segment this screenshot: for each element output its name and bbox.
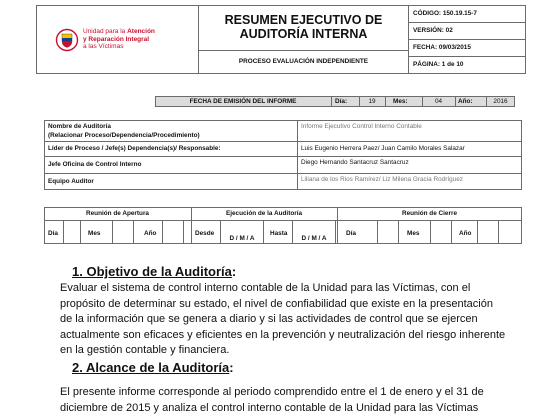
- apertura-dia-box: [63, 220, 81, 244]
- info-value-nombre: Informe Ejecutivo Control Interno Contable: [301, 123, 422, 130]
- info-label-equipo: Equipo Auditor: [48, 178, 94, 185]
- section1-body: [60, 281, 506, 359]
- apertura-mes-label: Mes: [88, 230, 101, 237]
- section1-line: propósito de determinar su estado, el nivel de confiabilidad que existe en la presentación: [60, 297, 493, 310]
- process-label: PROCESO EVALUACIÓN INDEPENDIENTE: [238, 58, 369, 65]
- emission-dia-value: 19: [368, 98, 376, 105]
- info-label-lider: Líder de Proceso / Jefe(s) Dependencia(s)/ Responsable:: [48, 145, 221, 152]
- header-divider: [408, 39, 526, 40]
- emission-divider: [331, 96, 332, 107]
- section2-body: [60, 385, 500, 416]
- section2-heading-text: 2. Alcance de la Auditoría: [72, 360, 230, 375]
- fecha-label: FECHA: 09/03/2015: [413, 44, 471, 51]
- apertura-anio-label: Año: [144, 230, 157, 237]
- info-label-line: Nombre de Auditoría: [48, 123, 111, 130]
- info-value-equipo: Liliana de los Rios Ramírez/ Liz Milena Gracia Rodríguez: [301, 176, 463, 183]
- info-row-divider: [44, 156, 522, 157]
- emission-anio-value: 2016: [493, 98, 508, 105]
- apertura-dia-label: Día: [48, 230, 58, 237]
- info-value-lider: Luis Eugenio Herrera Paez/ Juan Camilo Morales Salazar: [301, 145, 465, 152]
- pagina-label: PÁGINA: 1 de 10: [413, 61, 464, 68]
- ejecucion-header: Ejecución de la Auditoría: [225, 210, 303, 217]
- section1-line: actualmente son eficaces y eficientes en la prevención y neutralización del riesgo inherente: [60, 328, 506, 341]
- logo-line1-red: Atención: [127, 28, 155, 35]
- header-divider: [198, 50, 408, 51]
- cierre-dia-box: [377, 220, 399, 244]
- emission-anio-label: Año:: [458, 98, 473, 105]
- hasta-label: Hasta: [270, 230, 288, 237]
- emission-divider: [385, 96, 386, 107]
- section2-heading-suffix: :: [229, 360, 234, 375]
- info-col-divider: [297, 120, 298, 190]
- cierre-header: Reunión de Cierre: [401, 210, 458, 217]
- emission-divider: [455, 96, 456, 107]
- logo-line1-plain: Unidad para la: [83, 28, 128, 35]
- section1-heading: [72, 264, 236, 279]
- info-label-line: (Relacionar Proceso/Dependencia/Procedimiento): [48, 131, 200, 139]
- section2-line: diciembre de 2015 y analiza el control interno contable de la Unidad para las Víctimas: [60, 401, 479, 414]
- title-line2: AUDITORÍA INTERNA: [239, 27, 368, 41]
- logo-line3: a las Víctimas: [83, 43, 124, 50]
- section1-line: de la información que se genera a diario y si las actividades de control que se ejercen: [60, 313, 478, 326]
- apertura-header: Reunión de Apertura: [86, 210, 149, 217]
- emission-mes-label: Mes:: [393, 98, 408, 105]
- section1-heading-text: 1. Objetivo de la Auditoría: [72, 264, 232, 279]
- cierre-mes-label: Mes: [407, 230, 420, 237]
- colombia-seal-logo: [55, 28, 79, 52]
- emission-mes-value: 04: [434, 98, 443, 105]
- section2-line: El presente informe corresponde al periodo comprendido entre el 1 de enero y el 31 de: [60, 386, 484, 398]
- logo-text: [83, 28, 155, 51]
- logo-line2: y Reparación Integral: [83, 35, 150, 43]
- apertura-mes-box: [112, 220, 134, 244]
- section1-line: Evaluar el sistema de control interno contable de la Unidad para las Víctimas, con el: [60, 282, 471, 294]
- section1-heading-suffix: :: [231, 264, 237, 279]
- emission-label: FECHA DE EMISIÓN DEL INFORME: [189, 98, 297, 105]
- section2-heading: [72, 360, 234, 375]
- cierre-anio-label: Año: [459, 230, 472, 237]
- header-divider: [408, 56, 526, 57]
- codigo-label: CÓDIGO: 150.19.15-7: [413, 10, 477, 17]
- desde-dma-label: D / M / A: [229, 235, 255, 242]
- info-label-nombre: [48, 123, 200, 140]
- info-label-jefe: Jefe Oficina de Control Interno: [48, 161, 142, 168]
- title-line1: RESUMEN EJECUTIVO DE: [224, 13, 383, 27]
- coat-of-arms-icon: [55, 28, 79, 52]
- cierre-anio-box: [477, 220, 499, 244]
- cierre-mes-box: [430, 220, 452, 244]
- emission-dia-label: Día:: [335, 98, 348, 105]
- version-label: VERSIÓN: 02: [413, 27, 453, 34]
- hasta-dma-label: D / M / A: [301, 235, 327, 242]
- info-row-divider: [44, 141, 522, 142]
- info-value-jefe: Diego Hernando Santacruz Santacruz: [301, 159, 409, 166]
- cierre-dia-label: Día: [346, 230, 356, 237]
- apertura-anio-box: [162, 220, 184, 244]
- info-row-divider: [44, 173, 522, 174]
- header-divider: [408, 22, 526, 23]
- section1-line: en la gestión contable y financiera.: [60, 344, 230, 357]
- document-title: [199, 13, 408, 41]
- desde-label: Desde: [195, 230, 215, 237]
